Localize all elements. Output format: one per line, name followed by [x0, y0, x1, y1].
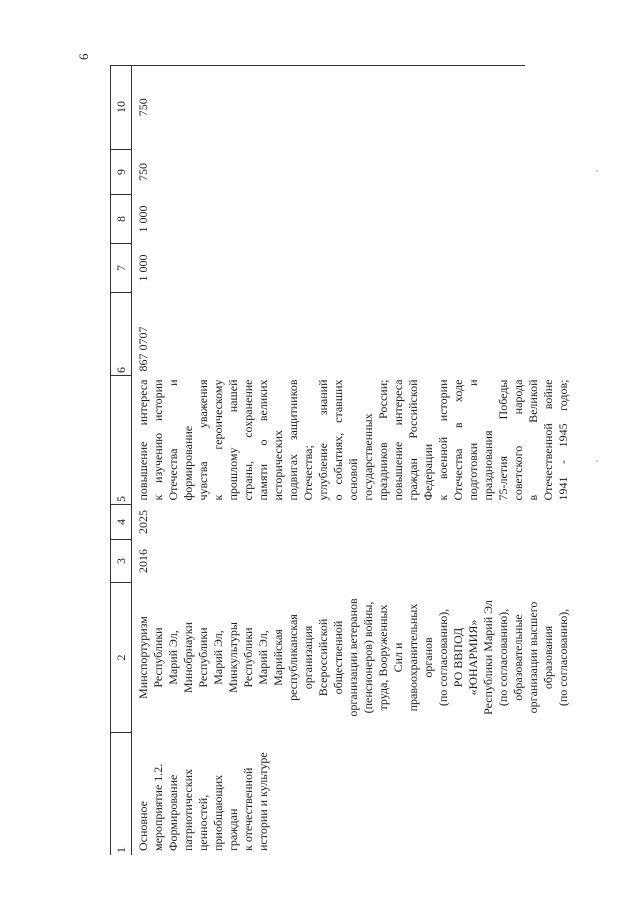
cell-executors [132, 583, 572, 733]
cell-text-line: формирование [181, 425, 195, 501]
cell-end-year: 2025 [136, 510, 150, 534]
cell-text-line: органов [421, 637, 435, 678]
cell-text-line: чувства уважения [196, 379, 210, 501]
cell-text-line: Республики [196, 627, 210, 688]
cell-text-line: граждан Российской [406, 379, 420, 501]
column-header-3: 3 [111, 540, 132, 583]
cell-text-line: 75-летия Победы [496, 379, 510, 501]
cell-text-line: Формирование [166, 774, 180, 851]
cell-text-line: РО ВВПОД [451, 627, 465, 688]
cell-text-line: повышение интереса [136, 379, 150, 501]
cell-text-line: государственных [361, 413, 375, 501]
table-row [132, 65, 572, 855]
cell-text-line: к изучению истории [151, 379, 165, 501]
cell-text-line: повышение интереса [391, 379, 405, 501]
cell-text-line: истории и культуре [256, 752, 270, 851]
cell-text-line: мероприятие 1.2. [151, 763, 165, 851]
cell-text-line: Марий Эл, [166, 630, 180, 685]
cell-text-line: образовательные [511, 614, 525, 701]
cell-text-line: Отечества; [301, 445, 315, 501]
cell-text-line: Отечества и [166, 379, 180, 501]
cell-text-line: «ЮНАРМИЯ» [466, 619, 480, 696]
cell-text-line: (по согласованию), [556, 608, 570, 707]
column-header-10: 10 [111, 65, 132, 150]
cell-text-line: о событиях, ставших [331, 379, 345, 501]
cell-text-line: правоохранительных [406, 603, 420, 712]
cell-text-line: Отечественной войне [541, 379, 555, 501]
cell-text-line: исторических [271, 430, 285, 501]
cell-text-line: организации ветеранов [346, 598, 360, 717]
cell-text-line: страны, сохранение [241, 379, 255, 501]
cell-text-line: празднования [481, 430, 495, 501]
column-header-2: 2 [111, 583, 132, 733]
cell-text-line: советского народа [511, 379, 525, 501]
cell-text-line: организация [301, 625, 315, 690]
cell-text-line: граждан [226, 808, 240, 851]
cell-text-line: труда, Вооруженных [376, 604, 390, 711]
cell-text-line: к отечественной [241, 767, 255, 851]
cell-text-line: (пенсионеров) войны, [361, 601, 375, 714]
cell-text-line: Марийская [271, 629, 285, 686]
cell-text-line: Марий Эл, [256, 630, 270, 685]
cell-text-line: подвигах защитников [286, 379, 300, 501]
column-header-9: 9 [111, 150, 132, 195]
column-header-6: 6 [111, 293, 132, 376]
cell-text-line: Всероссийской [316, 618, 330, 697]
cell-text-line: подготовки и [466, 379, 480, 501]
cell-text-line: к военной истории [436, 379, 450, 501]
cell-text-line: Республики Марий Эл [481, 600, 495, 715]
cell-text-line: организации высшего [526, 601, 540, 714]
column-header-4: 4 [111, 505, 132, 540]
cell-expected-results [132, 376, 572, 505]
cell-text-line: ценностей, [196, 794, 210, 851]
cell-start-year: 2016 [136, 549, 150, 573]
rotated-table-sheet [110, 65, 570, 855]
cell-text-line: образования [541, 625, 555, 690]
cell-text-line: общественной [331, 620, 345, 695]
cell-text-line: Республики [151, 627, 165, 688]
page-number: 6 [76, 53, 91, 60]
cell-value-col9: 750 [136, 163, 150, 181]
column-header-5: 5 [111, 376, 132, 505]
cell-text-line: Сил и [391, 642, 405, 673]
cell-text-line: (по согласованию), [496, 608, 510, 707]
cell-text-line: (по согласованию), [436, 608, 450, 707]
cell-text-line: Минспортуризм [136, 616, 150, 699]
table-header-row [111, 65, 132, 855]
cell-value-col8: 1 000 [136, 205, 150, 233]
cell-text-line: 1941 - 1945 годов; [556, 379, 570, 501]
column-header-1: 1 [111, 733, 132, 856]
column-header-8: 8 [111, 195, 132, 244]
cell-text-line: углубление знаний [316, 379, 330, 501]
cell-text-line: патриотических [181, 769, 195, 851]
cell-value-col10: 750 [136, 98, 150, 117]
table-right-border [110, 65, 525, 66]
cell-text-line: приобщающих [211, 774, 225, 851]
cell-text-line: к героическому [211, 379, 225, 501]
cell-text-line: Федерации [421, 443, 435, 501]
cell-text-line: в Великой [526, 379, 540, 501]
cell-text-line: Основное [136, 801, 150, 851]
cell-budget-code: 867 0707 [136, 326, 150, 372]
program-table [110, 65, 571, 855]
scan-speck [596, 460, 598, 462]
cell-text-line: республиканская [286, 614, 300, 701]
cell-activity-name [132, 733, 572, 856]
cell-text-line: прошлому нашей [226, 379, 240, 501]
cell-text-line: Минобрнауки [181, 622, 195, 694]
cell-text-line: Отечества в ходе [451, 379, 465, 501]
cell-value-col7: 1 000 [136, 254, 150, 282]
cell-text-line: памяти о великих [256, 379, 270, 501]
cell-text-line: Республики [241, 627, 255, 688]
cell-text-line: Марий Эл, [211, 630, 225, 685]
scan-speck [596, 170, 598, 172]
column-header-7: 7 [111, 244, 132, 293]
cell-text-line: Минкультуры [226, 622, 240, 693]
cell-text-line: праздников России; [376, 379, 390, 501]
cell-text-line: основой [346, 458, 360, 501]
